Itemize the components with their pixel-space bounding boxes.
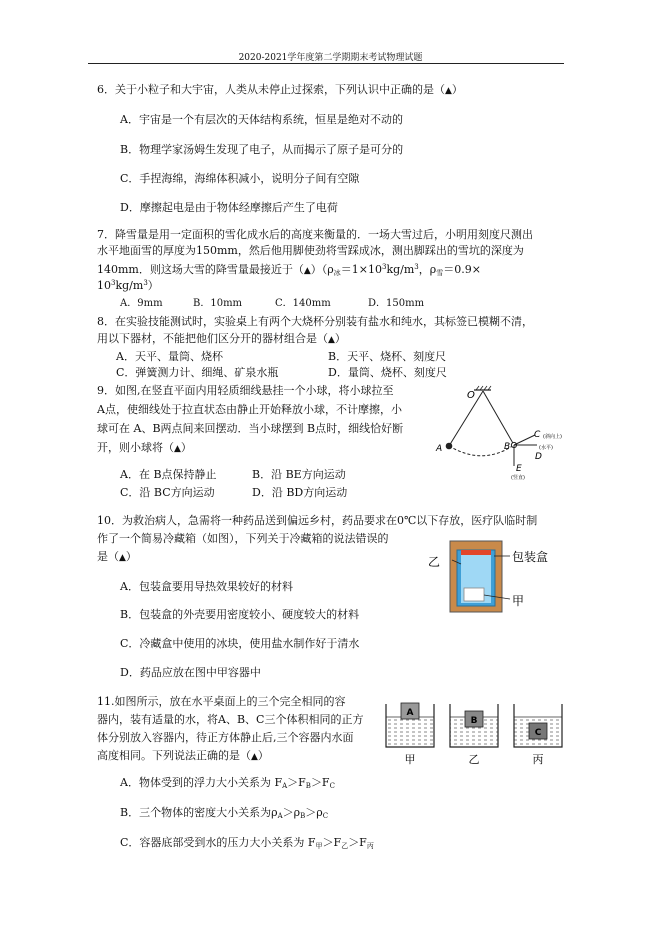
string-ob (483, 391, 514, 445)
q10-option-c: C．冷藏盒中使用的冰块，使用盐水制作好于清水 (120, 637, 360, 650)
q9-line2: A点，使细线处于拉直状态由静止开始释放小球，不计摩擦，小 (97, 403, 402, 416)
label-e: E (516, 464, 522, 474)
container-jia (386, 703, 434, 747)
q7-line2: 水平地面雪的厚度为150mm，然后他用脚使劲将雪踩成冰，测出脚踩出的雪坑的深度为 (97, 244, 524, 257)
container-bing (514, 704, 562, 747)
q7-line1: 7．降雪量是用一定面积的雪化成水后的高度来衡量的．一场大雪过后，小明用刻度尺测出 (97, 228, 533, 241)
q10-option-d: D．药品应放在图中甲容器中 (120, 666, 261, 679)
cube-c-label: C (534, 728, 542, 738)
label-package-box: 包装盒 (512, 550, 549, 564)
q10-option-b: B．包装盒的外壳要用密度较小、硬度较大的材料 (120, 608, 360, 621)
q11-option-c: C．容器底部受到水的压力大小关系为 $F_甲>F_乙>F_丙$ (120, 836, 374, 850)
q6-option-c: C．手捏海绵，海绵体积减小，说明分子间有空隙 (120, 172, 360, 185)
label-yi: 乙 (468, 753, 480, 766)
q7-line4: $10^3kg/m^3$） (97, 279, 159, 292)
q10-line3: 是（▲） (97, 550, 137, 563)
q6-option-d: D．摩擦起电是由于物体经摩擦后产生了电荷 (120, 201, 338, 214)
note-e: (竖直) (511, 475, 525, 481)
q6-option-b: B．物理学家汤姆生发现了电子，从而揭示了原子是可分的 (120, 143, 404, 156)
pendulum-figure (425, 382, 570, 482)
answer-blank-mark: ▲ (328, 335, 335, 345)
q7-option-c: C．140mm (275, 298, 331, 309)
label-o: O (467, 390, 475, 401)
q11-line3: 体分别放入容器内，待正方体静止后,三个容器内水面 (97, 731, 354, 744)
q9-line3: 球可在 A、B两点间来回摆动．当小球摆到 B点时，细线恰好断 (97, 422, 404, 435)
q10-line1: 10．为救治病人，急需将一种药品送到偏远乡村，药品要求在0℃以下存放，医疗队临时制 (97, 514, 538, 527)
q7-option-d: D．150mm (368, 298, 425, 309)
cube-b-label: B (470, 716, 478, 726)
three-containers-figure (382, 698, 572, 770)
cube-a-label: A (406, 708, 414, 718)
q9-line4: 开，则小球将（▲） (97, 441, 192, 454)
label-yi: 乙 (428, 555, 441, 569)
q6-option-a: A．宇宙是一个有层次的天体结构系统，恒星是绝对不动的 (120, 113, 403, 126)
answer-blank-mark: ▲ (303, 266, 311, 276)
q9-option-c: C．沿 BC方向运动 (120, 486, 215, 499)
q7-line3: 140mm．则这场大雪的降雪量最接近于$(▲)(\rho_冰=1\times 10^3kg/m^3$，$\rho_雪=0.9\times$ (97, 263, 481, 277)
header-rule (88, 63, 564, 64)
q8-option-d: D．量筒、烧杯、刻度尺 (328, 366, 447, 379)
q8-line1: 8．在实验技能测试时，实验桌上有两个大烧杯分别装有盐水和纯水，其标签已模糊不清， (97, 315, 533, 328)
label-bing: 丙 (532, 753, 544, 766)
answer-blank-mark: ▲ (119, 553, 126, 563)
q11-line2: 器内，装有适量的水，将A、B、C三个体积相同的正方 (97, 713, 364, 726)
label-b: B (504, 442, 511, 452)
q7-option-a: A．9mm (120, 298, 163, 309)
ceiling-hatch (474, 386, 491, 390)
page-header: 2020-2021学年度第二学期期末考试物理试题 (238, 53, 423, 63)
arrow-bc (514, 435, 535, 445)
label-a: A (436, 444, 443, 454)
ball-a (446, 443, 453, 450)
label-jia: 甲 (404, 753, 416, 766)
label-c: C (534, 430, 541, 440)
label-jia: 甲 (512, 594, 525, 608)
cold-box-figure (428, 538, 558, 618)
answer-blank-mark: ▲ (251, 752, 258, 762)
q9-line1: 9．如图,在竖直平面内用轻质细线悬挂一个小球，将小球拉至 (97, 384, 394, 397)
q9-option-b: B．沿 BE方向运动 (252, 468, 346, 481)
label-d: D (535, 452, 542, 462)
q8-option-a: A．天平、量筒、烧杯 (116, 350, 223, 363)
q8-line2: 用以下器材，不能把他们区分开的器材组合是（▲） (97, 332, 346, 345)
q11-line1: 11.如图所示，放在水平桌面上的三个完全相同的容 (97, 695, 346, 708)
q10-option-a: A．包装盒要用导热效果较好的材料 (120, 580, 293, 593)
q6-stem: 6．关于小粒子和大宇宙，人类从未停止过探索，下列认识中正确的是（▲） (97, 83, 463, 96)
q11-option-a: A．物体受到的浮力大小关系为 $F_A>F_B>F_C$ (120, 776, 335, 790)
q10-line2: 作了一个简易冷藏箱（如图），下列关于冷藏箱的说法错误的 (97, 532, 389, 545)
q9-option-a: A．在 B点保持静止 (120, 468, 217, 481)
note-d: (水平) (539, 445, 553, 451)
q9-option-d: D．沿 BD方向运动 (252, 486, 348, 499)
q8-option-c: C．弹簧测力计、细绳、矿泉水瓶 (116, 366, 279, 379)
q11-option-b: B．三个物体的密度大小关系为$\rho_A>\rho_B>\rho_C$ (120, 806, 329, 820)
lid (461, 550, 491, 555)
string-oa (449, 391, 483, 446)
q7-option-b: B．10mm (193, 298, 243, 309)
q11-line4: 高度相同。下列说法正确的是（▲） (97, 749, 269, 762)
answer-blank-mark: ▲ (445, 86, 452, 96)
note-c: (斜向上) (543, 434, 562, 440)
container-yi (450, 704, 498, 747)
inner-container-jia (464, 588, 484, 601)
q8-option-b: B．天平、烧杯、刻度尺 (328, 350, 447, 363)
answer-blank-mark: ▲ (174, 444, 181, 454)
